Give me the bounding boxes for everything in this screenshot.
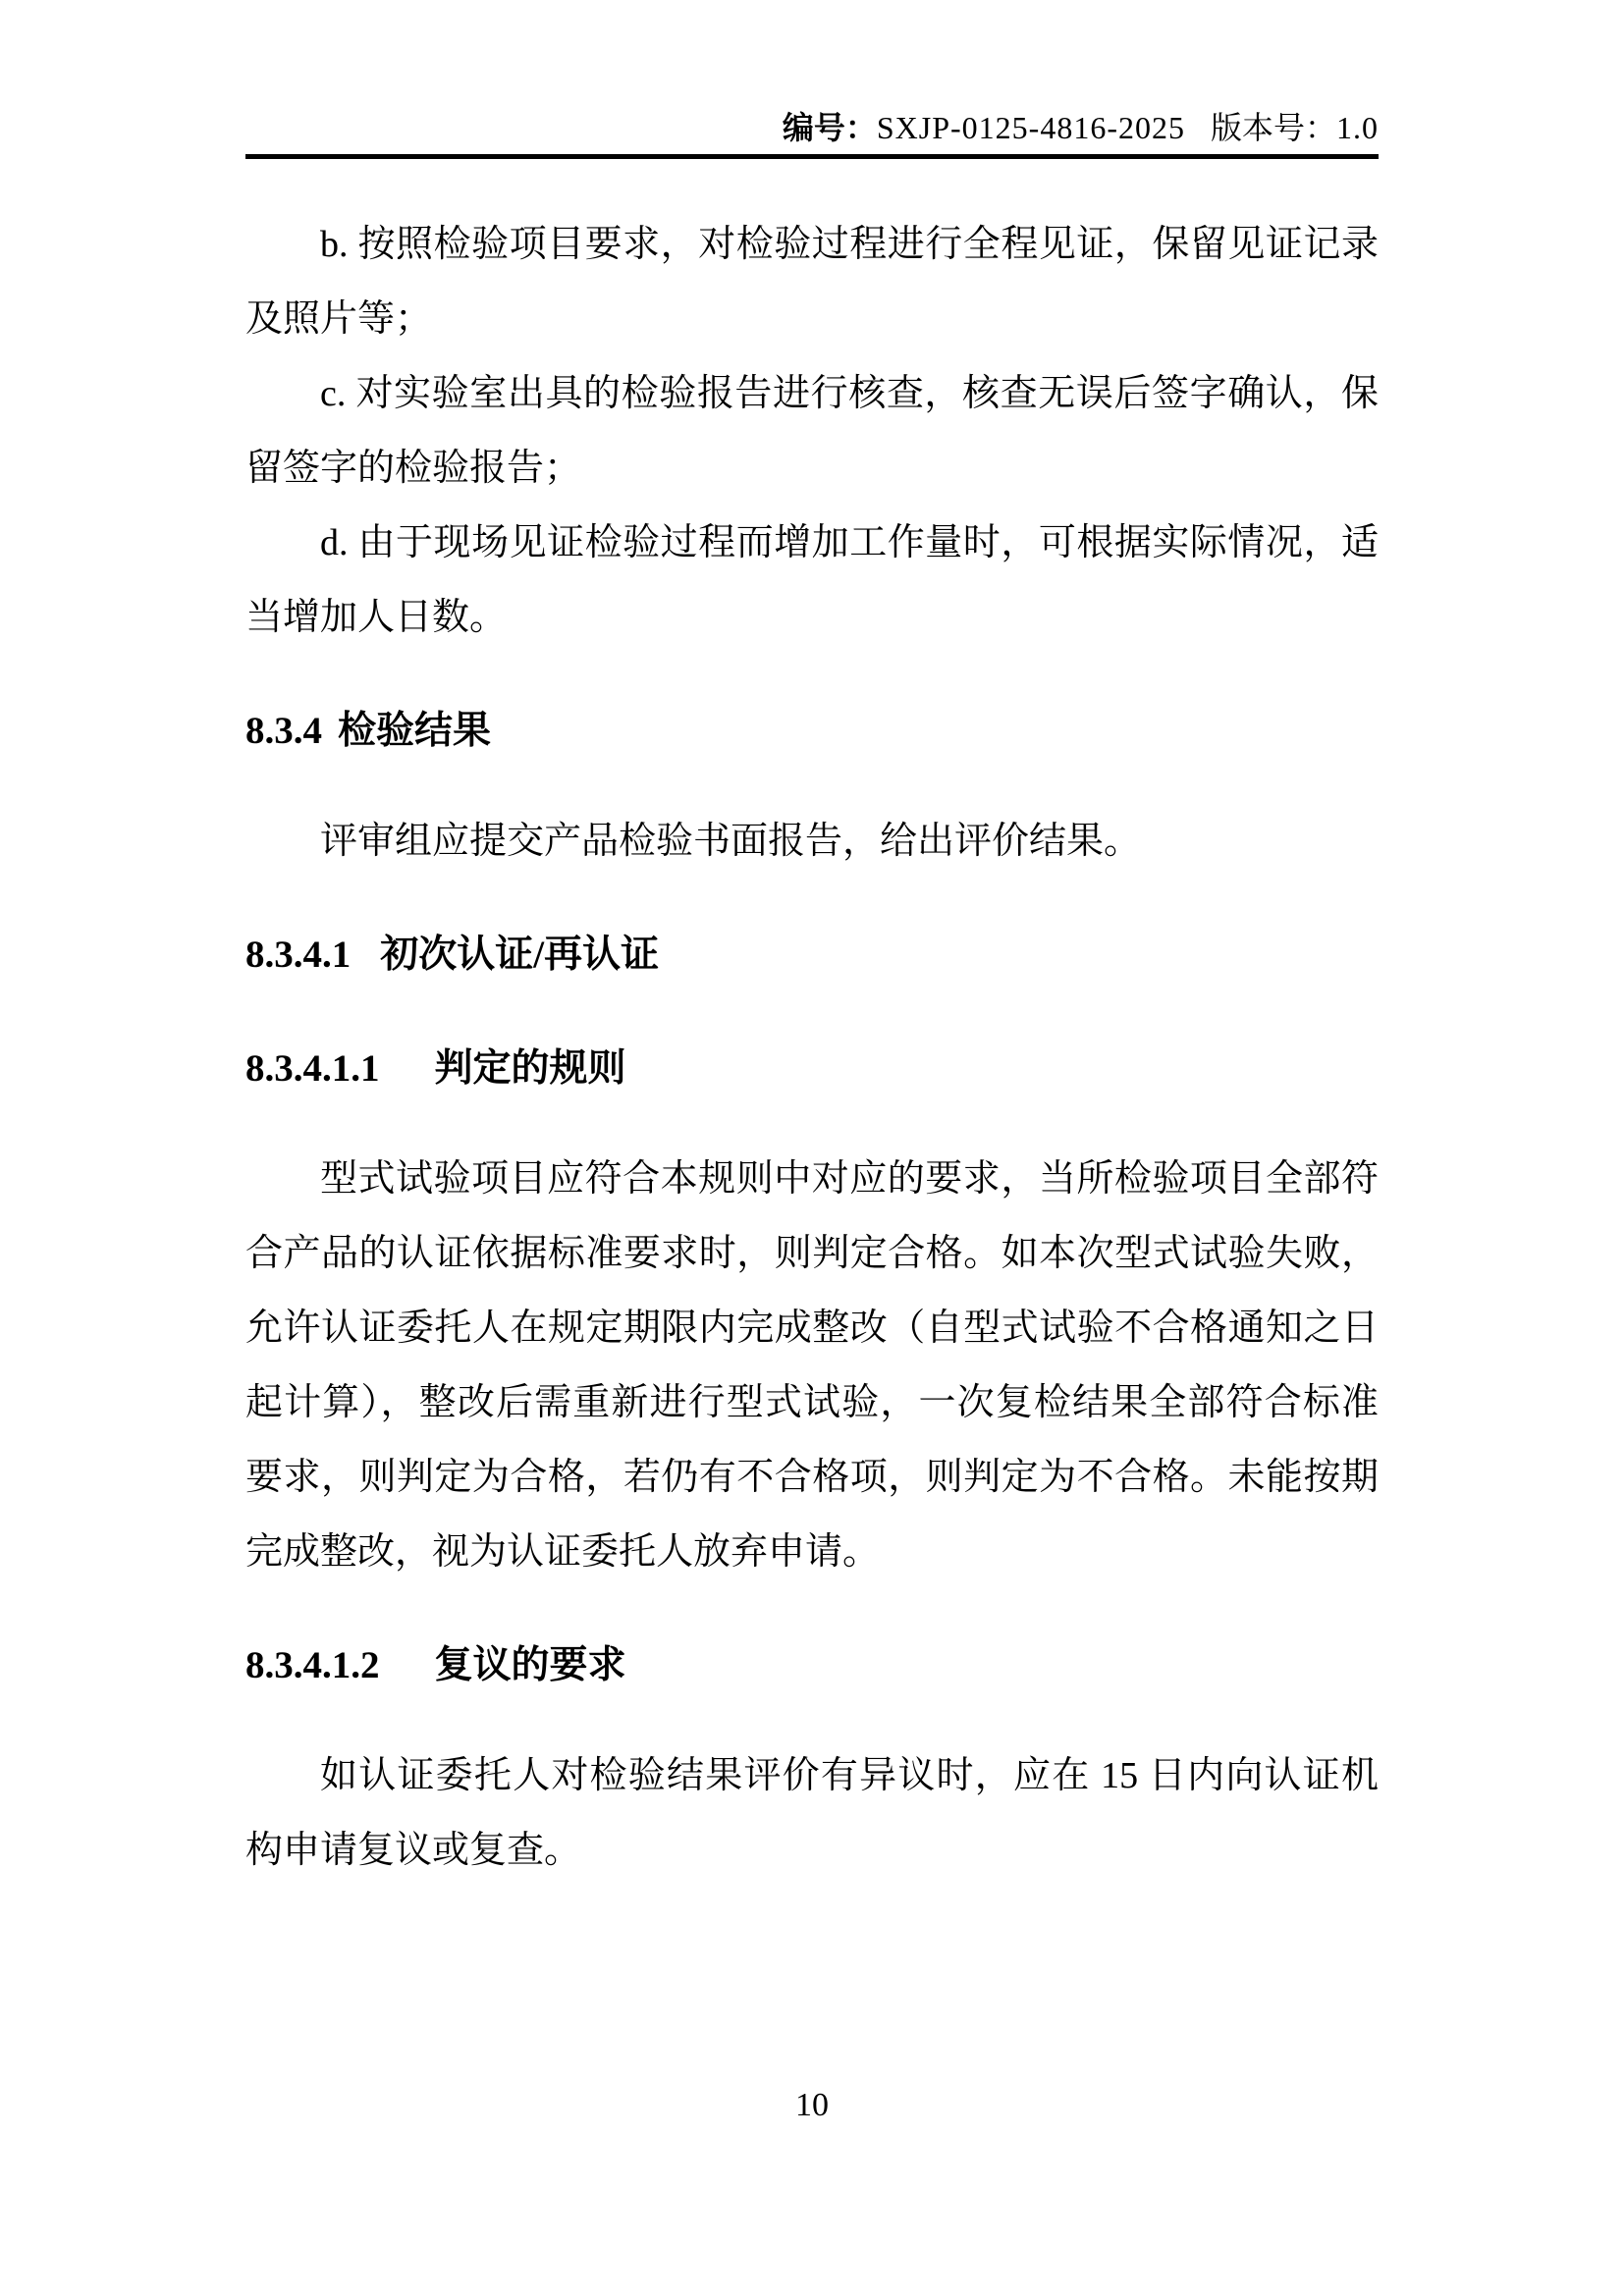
text-line: 合产品的认证依据标准要求时，则判定合格。如本次型式试验失败， — [245, 1233, 1379, 1274]
text-line: 评审组应提交产品检验书面报告，给出评价结果。 — [320, 821, 1142, 862]
heading-number: 8.3.4.1.2 — [245, 1644, 380, 1686]
paragraph-reconsideration — [245, 1738, 1379, 1888]
paragraph-type-test-rules — [245, 1142, 1379, 1589]
heading-number: 8.3.4.1.1 — [245, 1047, 380, 1090]
paragraph-item-d — [245, 506, 1379, 655]
text-line: 当增加人日数。 — [245, 597, 508, 638]
text-line: 允许认证委托人在规定期限内完成整改（自型式试验不合格通知之日 — [245, 1308, 1379, 1349]
heading-number: 8.3.4 — [245, 710, 322, 752]
text-line: 起计算），整改后需重新进行型式试验，一次复检结果全部符合标准 — [245, 1382, 1379, 1423]
text-line: d. 由于现场见证检验过程而增加工作量时，可根据实际情况，适 — [320, 522, 1379, 563]
heading-title: 判定的规则 — [434, 1047, 626, 1090]
paragraph-inspection-report — [245, 804, 1379, 879]
doc-number-label: 编号： — [782, 110, 877, 145]
section-heading-8-3-4-1 — [245, 918, 1379, 992]
section-heading-8-3-4-1-1 — [245, 1032, 1379, 1106]
heading-title: 初次认证/再认证 — [380, 934, 660, 976]
version-value: 1.0 — [1336, 110, 1379, 145]
text-line: 完成整改，视为认证委托人放弃申请。 — [245, 1531, 881, 1573]
heading-title: 复议的要求 — [434, 1644, 626, 1686]
page-number: 10 — [795, 2087, 829, 2123]
text-line: 留签字的检验报告； — [245, 448, 582, 489]
text-line: 构申请复议或复查。 — [245, 1830, 582, 1871]
section-heading-8-3-4-1-2 — [245, 1629, 1379, 1703]
paragraph-item-b — [245, 207, 1379, 356]
text-line: b. 按照检验项目要求，对检验过程进行全程见证，保留见证记录 — [320, 224, 1379, 265]
text-line: 及照片等； — [245, 298, 433, 340]
heading-title: 检验结果 — [338, 710, 492, 752]
text-line: 如认证委托人对检验结果评价有异议时，应在 15 日内向认证机 — [320, 1755, 1379, 1796]
text-line: 要求，则判定为合格，若仍有不合格项，则判定为不合格。未能按期 — [245, 1457, 1379, 1498]
paragraph-item-c — [245, 356, 1379, 506]
heading-number: 8.3.4.1 — [245, 934, 352, 976]
version-label: 版本号： — [1210, 110, 1336, 145]
document-body — [245, 159, 1379, 1888]
text-line: c. 对实验室出具的检验报告进行核查，核查无误后签字确认，保 — [320, 373, 1379, 414]
doc-number-value: SXJP-0125-4816-2025 — [876, 110, 1185, 145]
page-header — [245, 112, 1379, 143]
text-line: 型式试验项目应符合本规则中对应的要求，当所检验项目全部符 — [320, 1158, 1379, 1200]
section-heading-8-3-4 — [245, 694, 1379, 769]
